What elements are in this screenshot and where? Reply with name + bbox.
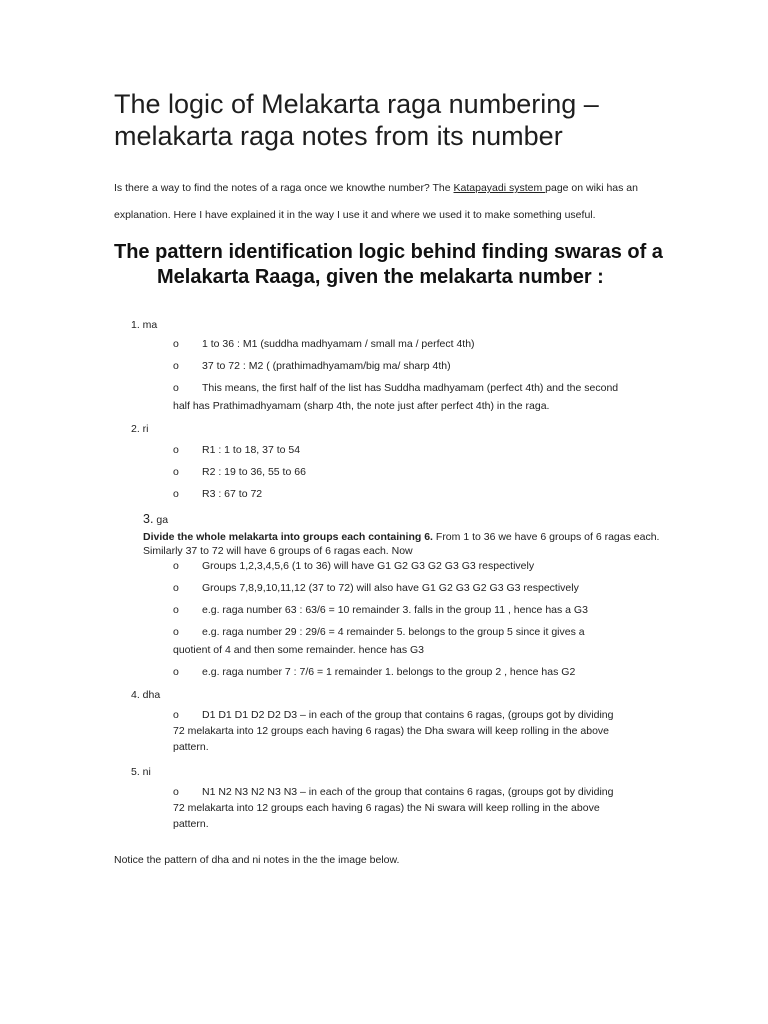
bullet-marker: o <box>173 666 179 678</box>
list-item: o N1 N2 N3 N2 N3 N3 – in each of the group that contains 6 ragas, (groups got by dividing 72 melakarta into 12 groups each having 6 ragas) the Ni swara will keep rolling in the above pattern. <box>173 786 614 830</box>
katapayadi-system-link[interactable]: Katapayadi system <box>453 182 546 194</box>
list-item: o R3 : 67 to 72 <box>173 485 623 503</box>
bullet-marker: o <box>173 488 179 500</box>
bullet-marker: o <box>173 604 179 616</box>
bullet-marker: o <box>173 382 179 394</box>
page-title: The logic of Melakarta raga numbering – melakarta raga notes from its number <box>114 89 599 151</box>
list-number-ni: 5. ni <box>131 766 151 778</box>
list-number-ri: 2. ri <box>131 423 149 435</box>
intro-text-1: Is there a way to find the notes of a raga once we knowthe number? The <box>114 182 454 194</box>
list-item: o This means, the first half of the list has Suddha madhyamam (perfect 4th) and the second half has Prathimadhyamam (sharp 4th, the note just after perfect 4th) in the raga. <box>173 379 623 415</box>
section-heading: The pattern identification logic behind finding swaras of a Melakarta Raaga, given the melakarta number : <box>114 241 663 288</box>
list-item: o Groups 7,8,9,10,11,12 (37 to 72) will also have G1 G2 G3 G2 G3 G3 respectively <box>173 579 623 597</box>
list-item: o e.g. raga number 63 : 63/6 = 10 remainder 3. falls in the group 11 , hence has a G3 <box>173 601 623 619</box>
intro-text-2: page on wiki has an explanation. Here I have explained it in the way I use it and where we used it to make something useful. <box>114 182 638 221</box>
closing-paragraph: Notice the pattern of dha and ni notes in the the image below. <box>114 854 400 866</box>
bullet-marker: o <box>173 360 179 372</box>
bullet-marker: o <box>173 626 179 638</box>
list-item: o 1 to 36 : M1 (suddha madhyamam / small ma / perfect 4th) <box>173 335 623 353</box>
bullet-marker: o <box>173 786 179 798</box>
ga-lead-paragraph: Divide the whole melakarta into groups each containing 6. From 1 to 36 we have 6 groups of 6 ragas each. Similarly 37 to 72 will have 6 groups of 6 ragas each. Now <box>143 531 660 557</box>
list-item: o 37 to 72 : M2 ( (prathimadhyamam/big ma/ sharp 4th) <box>173 357 623 375</box>
ga-lead-bold: Divide the whole melakarta into groups each containing 6. <box>143 531 433 543</box>
list-number-ga: 3. ga <box>143 512 169 526</box>
list-item: o R1 : 1 to 18, 37 to 54 <box>173 441 623 459</box>
list-number-ma: 1. ma <box>131 319 158 331</box>
bullet-marker: o <box>173 560 179 572</box>
intro-paragraph <box>114 175 674 229</box>
list-item: o e.g. raga number 29 : 29/6 = 4 remainder 5. belongs to the group 5 since it gives a quotient of 4 and then some remainder. hence has G3 <box>173 623 623 659</box>
bullet-marker: o <box>173 444 179 456</box>
bullet-marker: o <box>173 582 179 594</box>
list-item: o D1 D1 D1 D2 D2 D3 – in each of the group that contains 6 ragas, (groups got by dividing 72 melakarta into 12 groups each having 6 ragas) the Dha swara will keep rolling in the above pattern. <box>173 709 614 753</box>
bullet-marker: o <box>173 338 179 350</box>
bullet-marker: o <box>173 709 179 721</box>
list-item: o e.g. raga number 7 : 7/6 = 1 remainder 1. belongs to the group 2 , hence has G2 <box>173 663 623 681</box>
bullet-marker: o <box>173 466 179 478</box>
list-item: o R2 : 19 to 36, 55 to 66 <box>173 463 623 481</box>
list-number-dha: 4. dha <box>131 689 161 701</box>
list-item: o Groups 1,2,3,4,5,6 (1 to 36) will have G1 G2 G3 G2 G3 G3 respectively <box>173 557 623 575</box>
